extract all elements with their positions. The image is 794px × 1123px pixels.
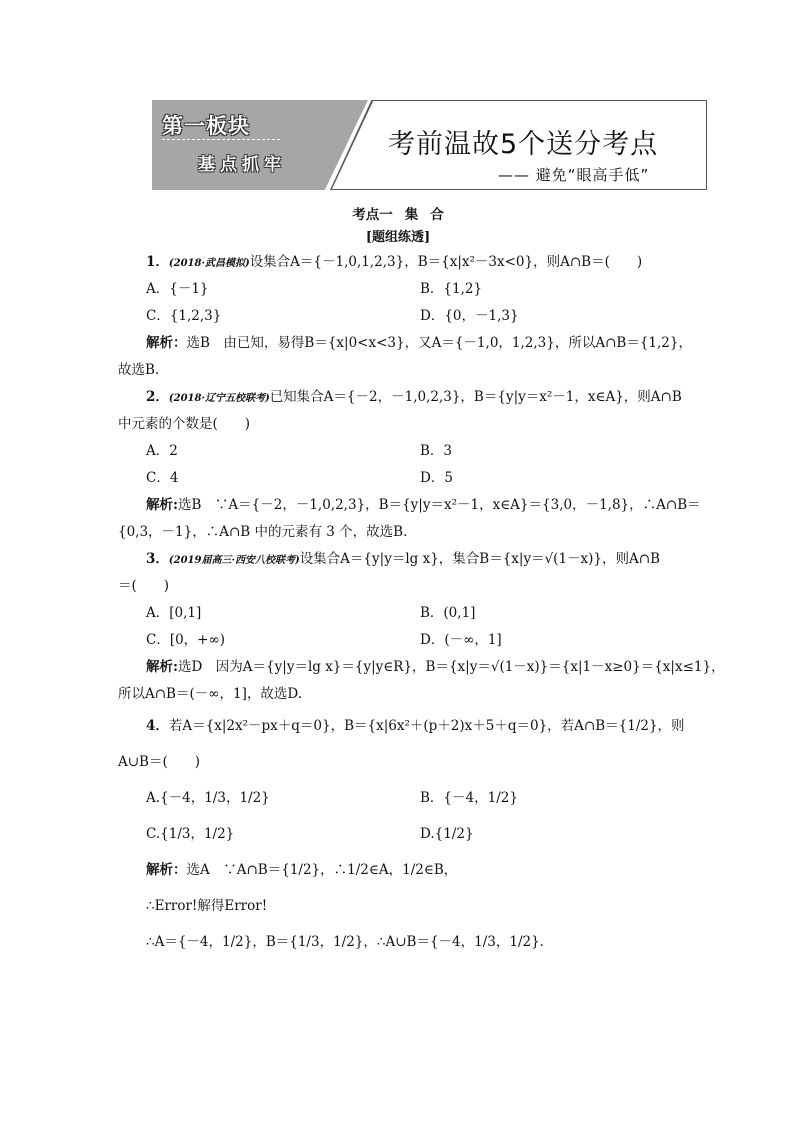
option-a: A．{－1} [146,281,209,297]
board-title: 第一板块 [162,114,250,138]
option-d: D．(－∞，1] [420,632,502,648]
solution-line [118,654,725,681]
question-text: 已知集合A＝{－2，－1,0,2,3}，B＝{y|y＝x²－1，x∈A}，则A∩B [269,389,682,405]
board-divider [162,139,280,140]
question-text: ＝( ) [118,578,170,594]
solution-text: 选B ∵A＝{－2，－1,0,2,3}，B＝{y|y＝x²－1，x∈A}＝{3,0，－1,8}，∴A∩B＝ [177,497,701,513]
question-4 [118,708,685,960]
question-1 [118,249,692,384]
question-text: 中元素的个数是( ) [118,416,251,432]
question-stem [118,384,682,411]
option-c: C．[0，+∞) [146,632,226,648]
options-row [118,276,678,303]
section-title-part: 集 [404,207,419,223]
section-title-part: 合 [430,207,444,223]
solution-text: 选D 因为A＝{y|y＝lg x}＝{y|y∈R}，B＝{x|y＝√(1－x)}＝{x|1－x≥0}＝{x|x≤1}， [177,659,725,675]
question-2 [118,384,701,546]
solution-text: 选B 由已知，易得B＝{x|0<x<3}，又A＝{－1,0，1,2,3}，所以A∩B＝{1,2}， [186,335,692,351]
question-number: 1． [146,254,169,270]
question-stem [118,708,685,744]
question-number: 2． [146,389,169,405]
header-banner [152,100,707,190]
solution-line [118,330,692,357]
solution-label: 解析: [146,659,178,675]
option-b: B．{1,2} [420,281,483,297]
solution-line: {0,3，－1}，∴A∩B 中的元素有 3 个，故选B. [118,524,408,540]
option-c: C．4 [146,470,179,486]
question-source: (2018·辽宁五校联考) [168,393,270,404]
option-c: C.{1/3，1/2} [146,826,235,842]
option-b: B．{－4，1/2} [420,790,518,806]
solution-line: 故选B. [118,362,160,378]
question-3 [118,546,725,708]
page-title: 考前温故5个送分考点 [388,129,659,160]
solution-line: ∴A＝{－4，1/2}，B＝{1/3，1/2}，∴A∪B＝{－4，1/3，1/2}. [146,934,544,950]
options-row [118,465,678,492]
options-row [118,816,678,852]
solution-line: ∴Error!解得Error! [146,898,268,914]
options-row [118,627,678,654]
question-text: 设集合A＝{y|y＝lg x}，集合B＝{x|y＝√(1－x)}，则A∩B [299,551,660,567]
question-text: 若A＝{x|2x²－px＋q＝0}，B＝{x|6x²＋(p＋2)x＋5＋q＝0}，若A∩B＝{1/2}，则 [168,718,685,734]
option-a: A．[0,1] [146,605,202,621]
solution-label: 解析： [146,335,187,351]
section-title [118,203,678,227]
question-source: (2018·武昌模拟) [168,258,250,269]
option-a: A.{－4，1/3，1/2} [146,790,270,806]
options-row [118,303,678,330]
option-d: D．{0，－1,3} [420,308,519,324]
solution-line [118,492,701,519]
question-text: A∪B＝( ) [118,754,201,770]
question-stem [118,546,678,573]
document-body [118,203,725,960]
solution-label: 解析： [146,862,187,878]
options-row [118,780,678,816]
option-d: D.{1/2} [420,826,474,842]
option-d: D．5 [420,470,453,486]
board-subtitle: 基点抓牢 [198,155,286,175]
option-c: C．{1,2,3} [146,308,222,324]
section-subtitle: [题组练透] [365,230,431,245]
solution-line [118,852,678,888]
solution-line: 所以A∩B＝(－∞，1]，故选D. [118,686,302,702]
option-a: A．2 [146,443,178,459]
options-row [118,438,678,465]
solution-text: 选A ∵A∩B＝{1/2}，∴1/2∈A，1/2∈B， [186,862,458,878]
option-b: B．3 [420,443,453,459]
option-b: B．(0,1] [420,605,476,621]
solution-label: 解析: [146,497,178,513]
question-stem [118,249,678,276]
question-number: 3． [146,551,169,567]
question-source: (2019届高三·西安八校联考) [168,555,300,566]
question-text: 设集合A＝{－1,0,1,2,3}，B＝{x|x²－3x<0}，则A∩B＝( ) [249,254,643,270]
section-title-part: 考点一 [352,207,393,223]
question-number: 4． [146,718,169,734]
options-row [118,600,678,627]
page-subtitle: —— 避免“眼高手低” [498,166,650,184]
